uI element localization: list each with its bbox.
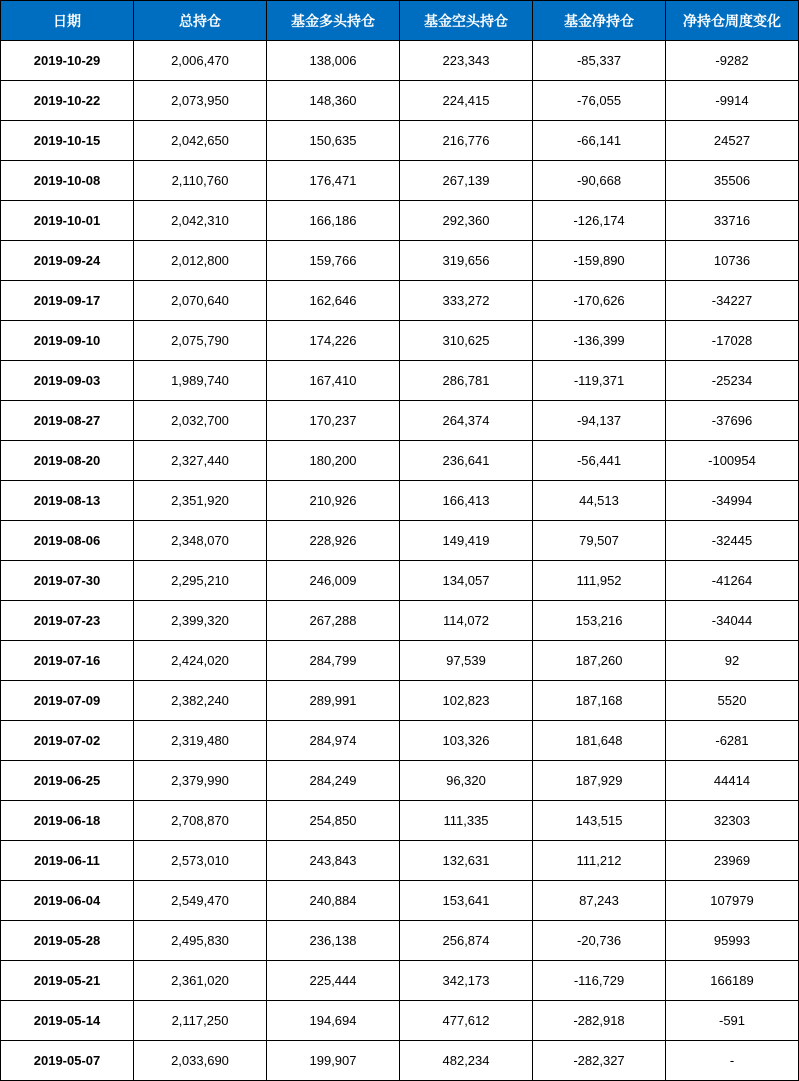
cell-fund-net: -282,327 xyxy=(533,1041,666,1081)
cell-fund-net: 187,929 xyxy=(533,761,666,801)
table-row xyxy=(1,841,799,881)
cell-net-weekly-change: 35506 xyxy=(666,161,799,201)
cell-fund-short: 333,272 xyxy=(400,281,533,321)
cell-fund-short: 216,776 xyxy=(400,121,533,161)
cell-fund-short: 111,335 xyxy=(400,801,533,841)
cell-fund-long: 176,471 xyxy=(267,161,400,201)
cell-total-positions: 2,033,690 xyxy=(134,1041,267,1081)
cell-total-positions: 2,117,250 xyxy=(134,1001,267,1041)
cell-net-weekly-change: - xyxy=(666,1041,799,1081)
cell-fund-net: -66,141 xyxy=(533,121,666,161)
cell-total-positions: 2,361,020 xyxy=(134,961,267,1001)
table-row xyxy=(1,601,799,641)
cell-total-positions: 2,073,950 xyxy=(134,81,267,121)
cell-fund-long: 148,360 xyxy=(267,81,400,121)
cell-fund-short: 132,631 xyxy=(400,841,533,881)
table-row xyxy=(1,81,799,121)
cell-net-weekly-change: -37696 xyxy=(666,401,799,441)
cell-net-weekly-change: 95993 xyxy=(666,921,799,961)
cell-fund-short: 264,374 xyxy=(400,401,533,441)
column-header-fund-long: 基金多头持仓 xyxy=(267,1,400,41)
cell-fund-short: 256,874 xyxy=(400,921,533,961)
cell-fund-short: 96,320 xyxy=(400,761,533,801)
cell-fund-net: -20,736 xyxy=(533,921,666,961)
table-row xyxy=(1,641,799,681)
cell-date: 2019-06-04 xyxy=(1,881,134,921)
cell-fund-long: 228,926 xyxy=(267,521,400,561)
cell-fund-short: 102,823 xyxy=(400,681,533,721)
cell-total-positions: 2,573,010 xyxy=(134,841,267,881)
cell-fund-short: 310,625 xyxy=(400,321,533,361)
cell-date: 2019-09-17 xyxy=(1,281,134,321)
cell-date: 2019-06-25 xyxy=(1,761,134,801)
header-row xyxy=(1,1,799,41)
cell-fund-long: 240,884 xyxy=(267,881,400,921)
cell-date: 2019-10-01 xyxy=(1,201,134,241)
cell-fund-short: 286,781 xyxy=(400,361,533,401)
cell-date: 2019-07-02 xyxy=(1,721,134,761)
column-header-total-positions: 总持仓 xyxy=(134,1,267,41)
cell-fund-net: 143,515 xyxy=(533,801,666,841)
cell-net-weekly-change: 107979 xyxy=(666,881,799,921)
cell-fund-net: 44,513 xyxy=(533,481,666,521)
cell-net-weekly-change: -32445 xyxy=(666,521,799,561)
cell-total-positions: 2,012,800 xyxy=(134,241,267,281)
cell-fund-long: 284,249 xyxy=(267,761,400,801)
cell-date: 2019-06-11 xyxy=(1,841,134,881)
cell-net-weekly-change: -17028 xyxy=(666,321,799,361)
cell-net-weekly-change: -9914 xyxy=(666,81,799,121)
cell-fund-short: 292,360 xyxy=(400,201,533,241)
cell-fund-long: 167,410 xyxy=(267,361,400,401)
cell-fund-net: -76,055 xyxy=(533,81,666,121)
cell-fund-short: 97,539 xyxy=(400,641,533,681)
cell-total-positions: 2,042,310 xyxy=(134,201,267,241)
cell-fund-net: 187,260 xyxy=(533,641,666,681)
cell-date: 2019-05-21 xyxy=(1,961,134,1001)
cell-total-positions: 2,327,440 xyxy=(134,441,267,481)
cell-date: 2019-07-23 xyxy=(1,601,134,641)
cell-fund-net: -126,174 xyxy=(533,201,666,241)
cell-date: 2019-08-13 xyxy=(1,481,134,521)
cell-fund-long: 170,237 xyxy=(267,401,400,441)
cell-total-positions: 2,070,640 xyxy=(134,281,267,321)
cell-fund-long: 199,907 xyxy=(267,1041,400,1081)
cell-net-weekly-change: 10736 xyxy=(666,241,799,281)
cell-date: 2019-09-24 xyxy=(1,241,134,281)
table-row xyxy=(1,881,799,921)
cell-total-positions: 2,379,990 xyxy=(134,761,267,801)
cell-date: 2019-10-22 xyxy=(1,81,134,121)
cell-fund-short: 166,413 xyxy=(400,481,533,521)
cell-fund-net: -94,137 xyxy=(533,401,666,441)
cell-net-weekly-change: 5520 xyxy=(666,681,799,721)
cell-fund-short: 342,173 xyxy=(400,961,533,1001)
cell-net-weekly-change: 92 xyxy=(666,641,799,681)
cell-fund-long: 159,766 xyxy=(267,241,400,281)
cell-total-positions: 2,319,480 xyxy=(134,721,267,761)
cell-fund-short: 149,419 xyxy=(400,521,533,561)
cell-total-positions: 2,424,020 xyxy=(134,641,267,681)
table-body xyxy=(1,41,799,1081)
table-row xyxy=(1,801,799,841)
cell-fund-net: -282,918 xyxy=(533,1001,666,1041)
cell-total-positions: 2,549,470 xyxy=(134,881,267,921)
cell-date: 2019-09-10 xyxy=(1,321,134,361)
cell-fund-net: 153,216 xyxy=(533,601,666,641)
cell-fund-net: -119,371 xyxy=(533,361,666,401)
cell-net-weekly-change: 23969 xyxy=(666,841,799,881)
cell-date: 2019-07-09 xyxy=(1,681,134,721)
cell-total-positions: 2,075,790 xyxy=(134,321,267,361)
cell-fund-net: -116,729 xyxy=(533,961,666,1001)
cell-net-weekly-change: -591 xyxy=(666,1001,799,1041)
cell-total-positions: 2,382,240 xyxy=(134,681,267,721)
cell-fund-net: -170,626 xyxy=(533,281,666,321)
column-header-fund-short: 基金空头持仓 xyxy=(400,1,533,41)
table-row xyxy=(1,321,799,361)
cell-net-weekly-change: -9282 xyxy=(666,41,799,81)
cell-fund-long: 284,799 xyxy=(267,641,400,681)
cell-fund-long: 267,288 xyxy=(267,601,400,641)
cell-fund-long: 166,186 xyxy=(267,201,400,241)
cell-total-positions: 2,708,870 xyxy=(134,801,267,841)
cell-fund-net: 187,168 xyxy=(533,681,666,721)
table-row xyxy=(1,561,799,601)
cell-net-weekly-change: 44414 xyxy=(666,761,799,801)
cell-date: 2019-08-06 xyxy=(1,521,134,561)
cell-fund-net: 111,952 xyxy=(533,561,666,601)
cell-fund-net: 111,212 xyxy=(533,841,666,881)
cell-total-positions: 2,032,700 xyxy=(134,401,267,441)
table-row xyxy=(1,361,799,401)
cell-fund-long: 225,444 xyxy=(267,961,400,1001)
cell-fund-long: 246,009 xyxy=(267,561,400,601)
cell-fund-long: 194,694 xyxy=(267,1001,400,1041)
cell-date: 2019-05-07 xyxy=(1,1041,134,1081)
cell-fund-net: -159,890 xyxy=(533,241,666,281)
cell-fund-long: 210,926 xyxy=(267,481,400,521)
table-header xyxy=(1,1,799,41)
cell-fund-long: 150,635 xyxy=(267,121,400,161)
cell-fund-short: 319,656 xyxy=(400,241,533,281)
cell-total-positions: 2,042,650 xyxy=(134,121,267,161)
table-row xyxy=(1,681,799,721)
cell-net-weekly-change: 33716 xyxy=(666,201,799,241)
cell-date: 2019-06-18 xyxy=(1,801,134,841)
cell-fund-short: 223,343 xyxy=(400,41,533,81)
table-row xyxy=(1,721,799,761)
cell-fund-short: 153,641 xyxy=(400,881,533,921)
cell-total-positions: 2,295,210 xyxy=(134,561,267,601)
cell-fund-short: 134,057 xyxy=(400,561,533,601)
cell-fund-long: 138,006 xyxy=(267,41,400,81)
cell-fund-long: 243,843 xyxy=(267,841,400,881)
cell-fund-short: 236,641 xyxy=(400,441,533,481)
cell-fund-short: 103,326 xyxy=(400,721,533,761)
cell-total-positions: 2,495,830 xyxy=(134,921,267,961)
cell-total-positions: 2,110,760 xyxy=(134,161,267,201)
table-row xyxy=(1,961,799,1001)
cell-total-positions: 2,399,320 xyxy=(134,601,267,641)
cell-net-weekly-change: -41264 xyxy=(666,561,799,601)
cell-fund-short: 477,612 xyxy=(400,1001,533,1041)
table-row xyxy=(1,241,799,281)
table-row xyxy=(1,481,799,521)
table-row xyxy=(1,521,799,561)
cell-fund-short: 224,415 xyxy=(400,81,533,121)
cell-net-weekly-change: -34227 xyxy=(666,281,799,321)
cell-fund-short: 482,234 xyxy=(400,1041,533,1081)
table-row xyxy=(1,121,799,161)
cell-fund-long: 284,974 xyxy=(267,721,400,761)
cell-fund-long: 236,138 xyxy=(267,921,400,961)
cell-date: 2019-05-28 xyxy=(1,921,134,961)
table-row xyxy=(1,281,799,321)
cell-net-weekly-change: -34994 xyxy=(666,481,799,521)
cell-fund-long: 289,991 xyxy=(267,681,400,721)
cell-date: 2019-10-08 xyxy=(1,161,134,201)
table-row xyxy=(1,1041,799,1081)
table-row xyxy=(1,441,799,481)
cell-fund-short: 267,139 xyxy=(400,161,533,201)
table-row xyxy=(1,1001,799,1041)
table-row xyxy=(1,41,799,81)
column-header-date: 日期 xyxy=(1,1,134,41)
cell-fund-long: 174,226 xyxy=(267,321,400,361)
cell-fund-net: 79,507 xyxy=(533,521,666,561)
cell-date: 2019-08-20 xyxy=(1,441,134,481)
cell-total-positions: 2,006,470 xyxy=(134,41,267,81)
cell-date: 2019-08-27 xyxy=(1,401,134,441)
table-row xyxy=(1,161,799,201)
cell-date: 2019-10-29 xyxy=(1,41,134,81)
cell-net-weekly-change: 32303 xyxy=(666,801,799,841)
column-header-fund-net: 基金净持仓 xyxy=(533,1,666,41)
cell-fund-net: 87,243 xyxy=(533,881,666,921)
cell-net-weekly-change: -6281 xyxy=(666,721,799,761)
column-header-net-weekly-change: 净持仓周度变化 xyxy=(666,1,799,41)
cell-date: 2019-07-16 xyxy=(1,641,134,681)
cell-net-weekly-change: -34044 xyxy=(666,601,799,641)
cell-date: 2019-07-30 xyxy=(1,561,134,601)
table-row xyxy=(1,401,799,441)
cell-fund-net: -136,399 xyxy=(533,321,666,361)
cell-fund-long: 180,200 xyxy=(267,441,400,481)
cell-date: 2019-05-14 xyxy=(1,1001,134,1041)
table-row xyxy=(1,921,799,961)
cell-net-weekly-change: 166189 xyxy=(666,961,799,1001)
cell-total-positions: 1,989,740 xyxy=(134,361,267,401)
cell-net-weekly-change: 24527 xyxy=(666,121,799,161)
table-row xyxy=(1,761,799,801)
cell-fund-net: -85,337 xyxy=(533,41,666,81)
table-row xyxy=(1,201,799,241)
cell-date: 2019-10-15 xyxy=(1,121,134,161)
cell-fund-long: 162,646 xyxy=(267,281,400,321)
cell-fund-net: -90,668 xyxy=(533,161,666,201)
cell-fund-net: -56,441 xyxy=(533,441,666,481)
cell-fund-net: 181,648 xyxy=(533,721,666,761)
cell-total-positions: 2,348,070 xyxy=(134,521,267,561)
cell-date: 2019-09-03 xyxy=(1,361,134,401)
cell-net-weekly-change: -100954 xyxy=(666,441,799,481)
cell-total-positions: 2,351,920 xyxy=(134,481,267,521)
cell-fund-long: 254,850 xyxy=(267,801,400,841)
cell-fund-short: 114,072 xyxy=(400,601,533,641)
cell-net-weekly-change: -25234 xyxy=(666,361,799,401)
